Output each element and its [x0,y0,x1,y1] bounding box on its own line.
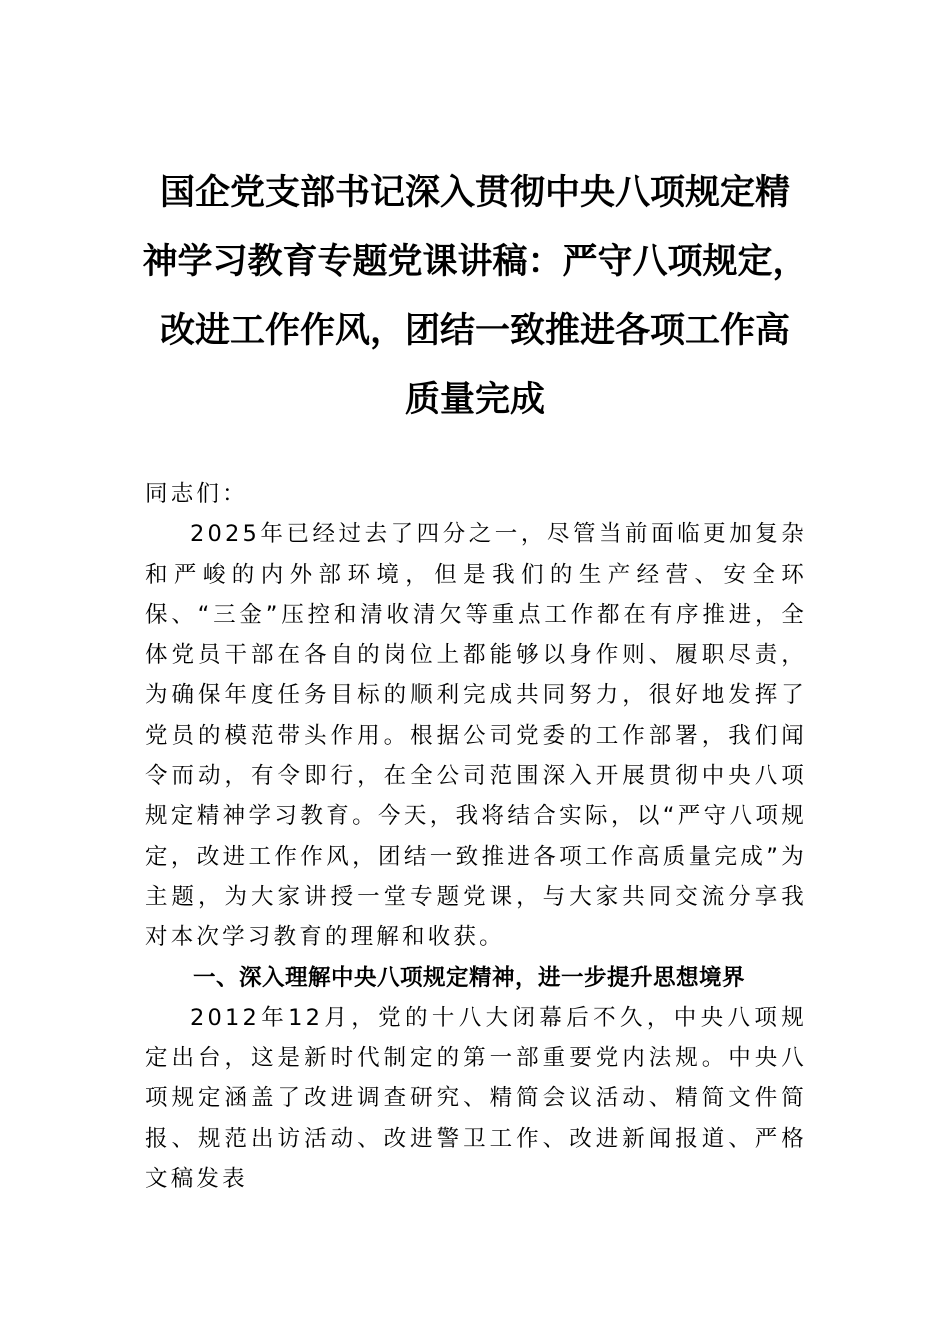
salutation: 同志们： [145,481,248,507]
title-line-2: 神学习教育专题党课讲稿：严守八项规定， [142,241,808,282]
document-body [145,474,807,1199]
document-title [140,158,810,434]
title-line-1: 国企党支部书记深入贯彻中央八项规定精 [159,172,790,213]
title-line-3: 改进工作作风，团结一致推进各项工作高 [159,310,790,351]
paragraph-intro: 2025年已经过去了四分之一，尽管当前面临更加复杂和严峻的内外部环境，但是我们的生产经营、安全环保、“三金”压控和清收清欠等重点工作都在有序推进，全体党员干部在各自的岗位上都能够以身作则、履职尽责，为确保年度任务目标的顺利完成共同努力，很好地发挥了党员的模范带头作用。根据公司党委的工作部署，我们闻令而动，有令即行，在全公司范围深入开展贯彻中央八项规定精神学习教育。今天，我将结合实际，以“严守八项规定，改进工作作风，团结一致推进各项工作高质量完成”为主题，为大家讲授一堂专题党课，与大家共同交流分享我对本次学习教育的理解和收获。 [145,521,807,951]
title-line-4: 质量完成 [404,379,545,420]
section-heading-1: 一、深入理解中央八项规定精神，进一步提升思想境界 [193,964,746,991]
paragraph-section-1: 2012年12月，党的十八大闭幕后不久，中央八项规定出台，这是新时代制定的第一部重要党内法规。中央八项规定涵盖了改进调查研究、精简会议活动、精简文件简报、规范出访活动、改进警卫工作、改进新闻报道、严格文稿发表 [145,1004,807,1193]
